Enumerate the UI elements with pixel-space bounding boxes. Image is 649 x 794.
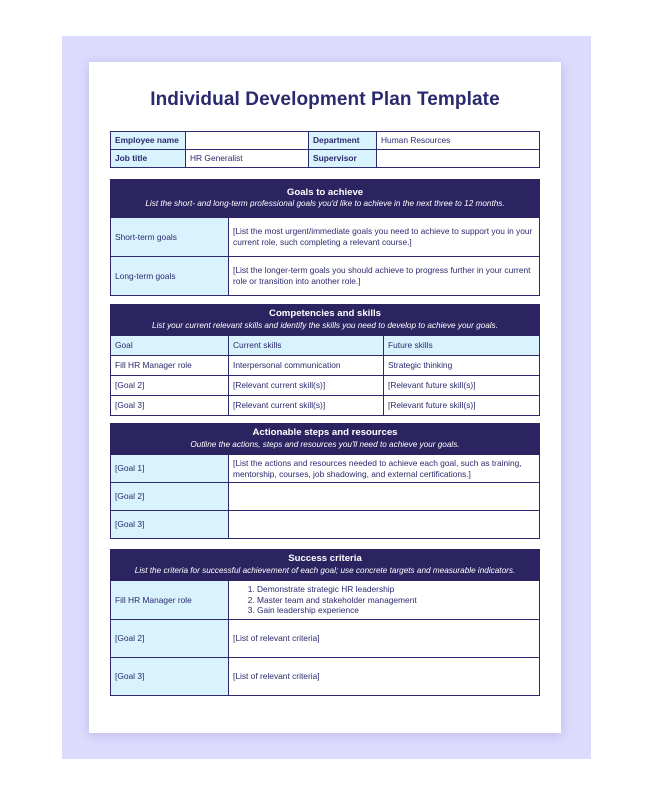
table-row [111,396,540,416]
success-criteria-list [233,584,535,617]
future-skills-cell[interactable]: [Relevant future skill(s)] [384,376,540,396]
success-goal-2-label: [Goal 2] [111,620,229,658]
steps-goal-2-label: [Goal 2] [111,483,229,511]
column-header-future-skills: Future skills [384,336,540,356]
employee-name-field[interactable] [186,132,309,150]
current-skills-cell[interactable]: [Relevant current skill(s)] [229,376,384,396]
goal-cell[interactable]: Fill HR Manager role [111,356,229,376]
table-row [111,356,540,376]
supervisor-label: Supervisor [309,150,377,168]
document-page [89,62,561,733]
future-skills-cell[interactable]: Strategic thinking [384,356,540,376]
short-term-goals-label: Short-term goals [111,218,229,257]
steps-subtitle: Outline the actions, steps and resources you'll need to achieve your goals. [190,439,460,449]
list-item: 1. Demonstrate strategic HR leadership [257,584,535,595]
long-term-goals-field[interactable]: [List the longer-term goals you should achieve to progress further in your current role or transition into another role.] [229,257,540,296]
steps-header [111,424,540,455]
steps-goal-1-label: [Goal 1] [111,455,229,483]
steps-goal-2-field[interactable] [229,483,540,511]
future-skills-cell[interactable]: [Relevant future skill(s)] [384,396,540,416]
success-goal-1-field[interactable] [229,581,540,620]
department-field[interactable]: Human Resources [377,132,540,150]
supervisor-field[interactable] [377,150,540,168]
goal-cell[interactable]: [Goal 3] [111,396,229,416]
employee-name-label: Employee name [111,132,186,150]
success-header [111,550,540,581]
success-title: Success criteria [288,553,362,565]
goal-cell[interactable]: [Goal 2] [111,376,229,396]
document-title: Individual Development Plan Template [150,89,500,110]
goals-header [111,180,540,218]
success-criteria-table [110,549,540,696]
goals-table [110,179,540,296]
steps-table [110,423,540,539]
goals-title: Goals to achieve [286,186,364,198]
success-goal-1-label: Fill HR Manager role [111,581,229,620]
competencies-subtitle: List your current relevant skills and identify the skills you need to develop to achieve your goals. [152,320,498,330]
success-goal-2-field[interactable]: [List of relevant criteria] [229,620,540,658]
competencies-header [111,305,540,336]
long-term-goals-label: Long-term goals [111,257,229,296]
steps-goal-1-field[interactable]: [List the actions and resources needed to achieve each goal, such as training, mentorship, courses, job shadowing, and external certifications.] [229,455,540,483]
success-goal-3-label: [Goal 3] [111,658,229,696]
current-skills-cell[interactable]: Interpersonal communication [229,356,384,376]
list-item: 3. Gain leadership experience [257,605,535,616]
employee-info-table [110,131,540,168]
steps-title: Actionable steps and resources [252,427,398,439]
steps-goal-3-label: [Goal 3] [111,511,229,539]
column-header-goal: Goal [111,336,229,356]
job-title-label: Job title [111,150,186,168]
column-header-current-skills: Current skills [229,336,384,356]
department-label: Department [309,132,377,150]
list-item: 2. Master team and stakeholder management [257,595,535,606]
job-title-field[interactable]: HR Generalist [186,150,309,168]
success-goal-3-field[interactable]: [List of relevant criteria] [229,658,540,696]
current-skills-cell[interactable]: [Relevant current skill(s)] [229,396,384,416]
short-term-goals-field[interactable]: [List the most urgent/immediate goals you need to achieve to support you in your current role, such completing a relevant course.] [229,218,540,257]
success-subtitle: List the criteria for successful achievement of each goal; use concrete targets and measurable indicators. [134,565,516,575]
steps-goal-3-field[interactable] [229,511,540,539]
competencies-table [110,304,540,416]
competencies-title: Competencies and skills [269,308,381,320]
goals-subtitle: List the short- and long-term professional goals you'd like to achieve in the next three to 12 months. [145,199,505,209]
table-row [111,376,540,396]
